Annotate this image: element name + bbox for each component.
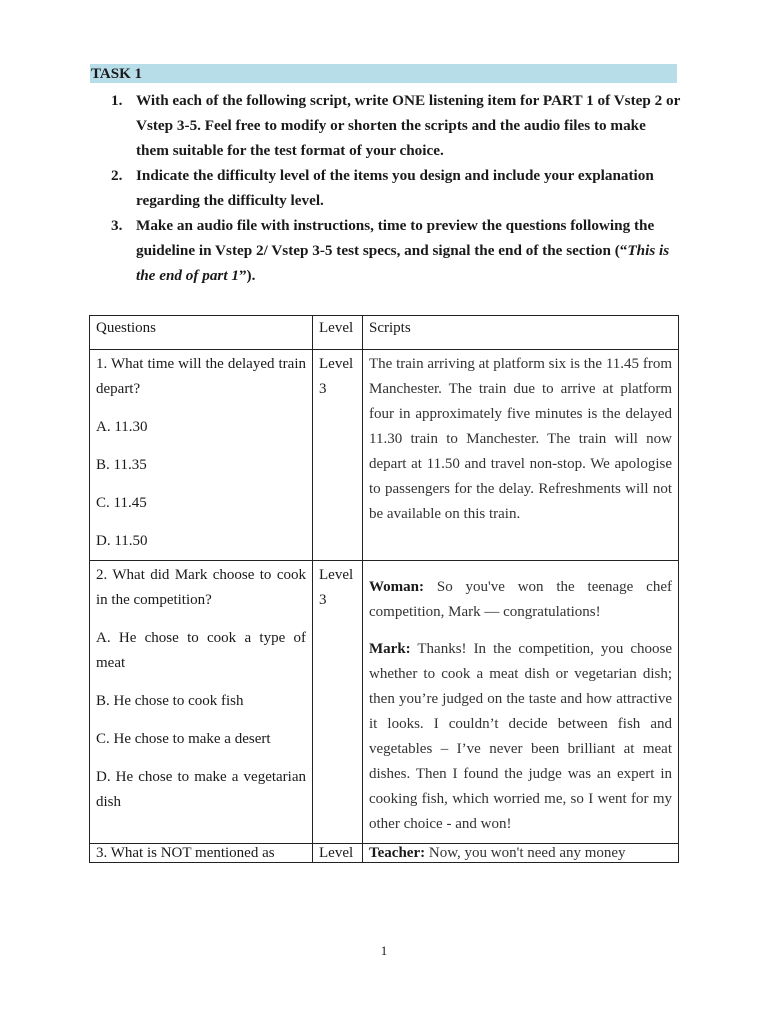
question-text: 1. What time will the delayed train depart? [96, 356, 306, 397]
instructions-list [107, 88, 681, 288]
header-questions: Questions [90, 316, 313, 350]
answer-option: C. 11.45 [96, 495, 147, 511]
script-paragraph [369, 352, 672, 527]
question-text: 2. What did Mark choose to cook in the competition? [96, 567, 306, 608]
speaker-label: Woman: [369, 579, 425, 595]
script-body: Now, you won't need any money [425, 845, 626, 861]
script-cell [363, 350, 679, 561]
script-paragraph [369, 575, 672, 625]
instruction-item [107, 213, 681, 288]
level-cell [313, 350, 363, 561]
script-body: Thanks! In the competition, you choose whether to cook a meat dish or vegetarian dish; then you’re judged on the taste and how attractive it looks. I couldn’t decide between fish and vegetables – I’ve never been brilliant at meat dishes. Then I found the judge was an expert in cooking fish, which worried me, so I went for my other choice - and won! [369, 641, 672, 832]
table-row [90, 844, 679, 863]
script-text [369, 844, 672, 862]
script-text [369, 352, 672, 527]
level-text: Level 3 [319, 567, 354, 608]
page-number: 1 [380, 943, 388, 958]
answer-option: D. He chose to make a vegetarian dish [96, 769, 306, 810]
question-cell [90, 561, 313, 844]
level-text: Level [319, 845, 354, 861]
instruction-item [107, 163, 681, 213]
table-header-row [90, 316, 679, 350]
level-text: Level 3 [319, 356, 354, 397]
question-cell [90, 350, 313, 561]
answer-option: A. He chose to cook a type of meat [96, 630, 306, 671]
instruction-text-start: Make an audio file with instructions, time to preview the questions following the guideline in Vstep 2/ Vstep 3-5 test specs, and signal the end of the section (“ [136, 217, 655, 259]
answer-option: A. 11.30 [96, 419, 148, 435]
script-cell [363, 561, 679, 844]
table-row [90, 350, 679, 561]
items-table [89, 315, 679, 863]
instruction-text: With each of the following script, write ONE listening item for PART 1 of Vstep 2 or Vstep 3-5. Feel free to modify or shorten the scripts and the audio files to make them suitable for the test format of your choice. [136, 92, 681, 159]
script-cell [363, 844, 679, 863]
instruction-number: 1. [111, 92, 123, 109]
answer-option: B. He chose to cook fish [96, 693, 244, 709]
speaker-label: Teacher: [369, 845, 426, 861]
script-body: The train arriving at platform six is the 11.45 from Manchester. The train due to arrive at platform four in approximately five minutes is the delayed 11.30 train to Manchester. The train will now depart at 11.50 and travel non-stop. We apologise to passengers for the delay. Refreshments will not be available on this train. [369, 356, 672, 522]
instruction-number: 3. [111, 217, 123, 234]
question-text: 3. What is NOT mentioned as [96, 845, 275, 861]
table-row [90, 561, 679, 844]
instruction-item [107, 88, 681, 163]
instruction-text-quote: This is the end of part 1 [136, 242, 670, 284]
header-level: Level [313, 316, 363, 350]
answer-option: D. 11.50 [96, 533, 148, 549]
speaker-label: Mark: [369, 641, 411, 657]
instruction-text: Indicate the difficulty level of the items you design and include your explanation regarding the difficulty level. [136, 167, 654, 209]
script-text [369, 575, 672, 837]
level-cell [313, 844, 363, 863]
level-cell [313, 561, 363, 844]
instruction-text [136, 213, 681, 288]
header-scripts: Scripts [363, 316, 679, 350]
script-paragraph [369, 637, 672, 837]
answer-option: C. He chose to make a desert [96, 731, 271, 747]
script-body: So you've won the teenage chef competition, Mark — congratulations! [369, 579, 672, 620]
instruction-number: 2. [111, 167, 123, 184]
instruction-text-end: ”). [238, 267, 256, 284]
task-title: TASK 1 [90, 64, 677, 83]
question-cell [90, 844, 313, 863]
answer-option: B. 11.35 [96, 457, 147, 473]
